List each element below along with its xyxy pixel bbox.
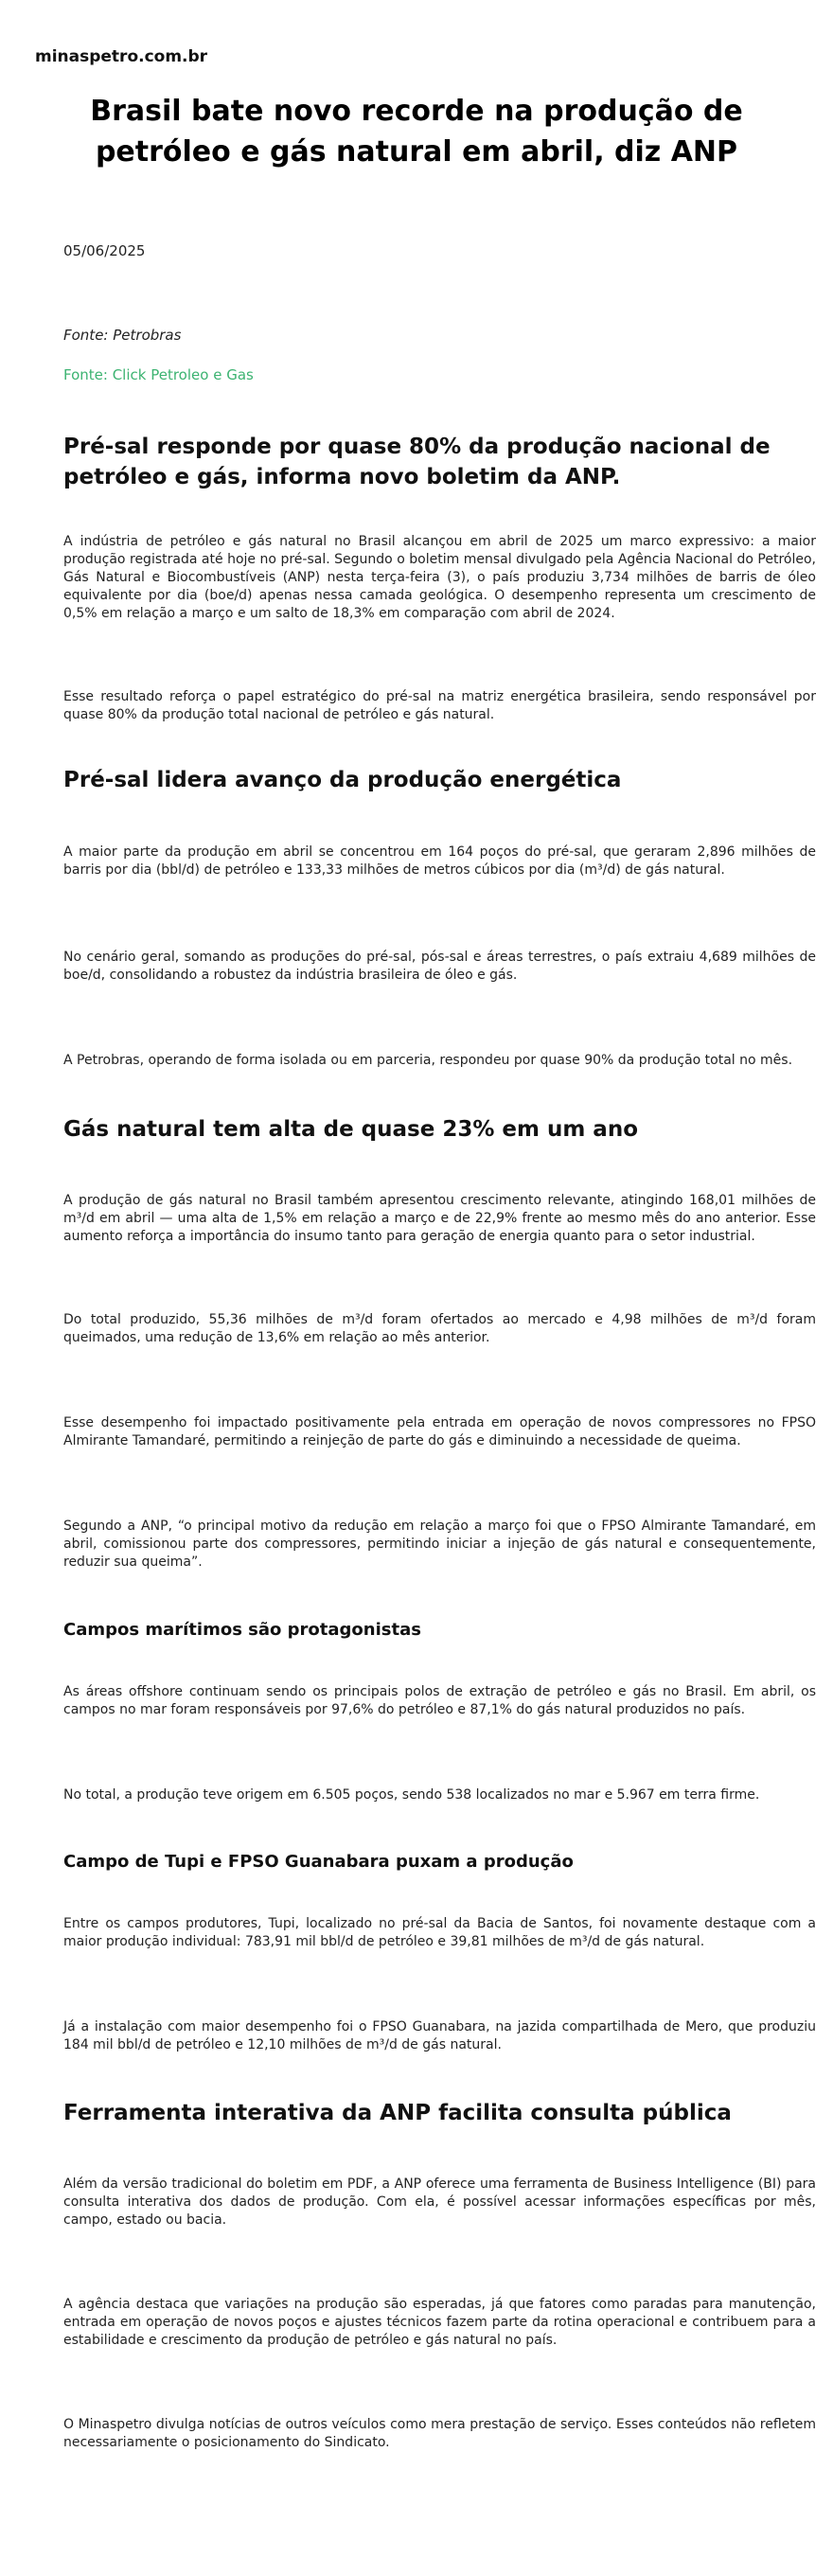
- paragraph: A Petrobras, operando de forma isolada ou em parceria, respondeu por quase 90% da produção total no mês.: [63, 1053, 793, 1068]
- section-heading-tupi: Campo de Tupi e FPSO Guanabara puxam a produção: [63, 1852, 574, 1872]
- paragraph: Esse desempenho foi impactado positivamente pela entrada em operação de novos compressores no FPSO Almirante Tamandaré, permitindo a reinjeção de parte do gás e diminuindo a necessidade de queima.: [63, 1415, 816, 1448]
- paragraph: No cenário geral, somando as produções do pré-sal, pós-sal e áreas terrestres, o país extraiu 4,689 milhões de boe/d, consolidando a robustez da indústria brasileira de óleo e gás.: [63, 950, 816, 983]
- section-heading-gas: Gás natural tem alta de quase 23% em um ano: [63, 1117, 639, 1142]
- section-heading-presal: Pré-sal lidera avanço da produção energética: [63, 768, 622, 792]
- paragraph: A agência destaca que variações na produção são esperadas, já que fatores como paradas para manutenção, entrada em operação de novos poços e ajustes técnicos fazem parte da rotina operacional e contribuem para a estabilidade e crescimento da produção de petróleo e gás natural no país.: [63, 2297, 816, 2348]
- paragraph: Esse resultado reforça o papel estratégico do pré-sal na matriz energética brasileira, sendo responsável por quase 80% da produção total nacional de petróleo e gás natural.: [63, 689, 816, 722]
- paragraph: A indústria de petróleo e gás natural no Brasil alcançou em abril de 2025 um marco expressivo: a maior produção registrada até hoje no pré-sal. Segundo o boletim mensal divulgado pela Agência Nacional do Petróleo, Gás Natural e Biocombustíveis (ANP) nesta terça-feira (3), o país produziu 3,734 milhões de barris de óleo equivalente por dia (boe/d) apenas nessa camada geológica. O desempenho representa um crescimento de 0,5% em relação a março e um salto de 18,3% em comparação com abril de 2024.: [63, 534, 816, 621]
- article-headline: Brasil bate novo recorde na produção de petróleo e gás natural em abril, diz ANP: [90, 95, 743, 169]
- paragraph: A produção de gás natural no Brasil também apresentou crescimento relevante, atingindo 168,01 milhões de m³/d em abril — uma alta de 1,5% em relação a março e de 22,9% frente ao mesmo mês do ano anterior. Esse aumento reforça a importância do insumo tanto para geração de energia quanto para o setor industrial.: [63, 1193, 816, 1244]
- site-domain: minaspetro.com.br: [35, 47, 208, 66]
- image-source-credit: Fonte: Petrobras: [63, 327, 182, 344]
- paragraph: A maior parte da produção em abril se concentrou em 164 poços do pré-sal, que geraram 2,896 milhões de barris por dia (bbl/d) de petróleo e 133,33 milhões de metros cúbicos por dia (m³/d) de gás natural.: [63, 844, 816, 878]
- paragraph: As áreas offshore continuam sendo os principais polos de extração de petróleo e gás no Brasil. Em abril, os campos no mar foram responsáveis por 97,6% do petróleo e 87,1% do gás natural produzidos no país.: [63, 1684, 816, 1717]
- paragraph: Já a instalação com maior desempenho foi o FPSO Guanabara, na jazida compartilhada de Mero, que produziu 184 mil bbl/d de petróleo e 12,10 milhões de m³/d de gás natural.: [63, 2019, 816, 2052]
- section-heading-ferramenta: Ferramenta interativa da ANP facilita consulta pública: [63, 2101, 732, 2125]
- paragraph: Segundo a ANP, “o principal motivo da redução em relação a março foi que o FPSO Almirante Tamandaré, em abril, comissionou parte dos compressores, permitindo iniciar a injeção de gás natural e consequentemente, reduzir sua queima”.: [63, 1519, 816, 1570]
- paragraph: Do total produzido, 55,36 milhões de m³/d foram ofertados ao mercado e 4,98 milhões de m³/d foram queimados, uma redução de 13,6% em relação ao mês anterior.: [63, 1312, 816, 1345]
- publish-date: 05/06/2025: [63, 242, 146, 259]
- section-heading-intro: Pré-sal responde por quase 80% da produção nacional de petróleo e gás, informa novo boletim da ANP.: [63, 435, 771, 489]
- paragraph: Entre os campos produtores, Tupi, localizado no pré-sal da Bacia de Santos, foi novamente destaque com a maior produção individual: 783,91 mil bbl/d de petróleo e 39,81 milhões de m³/d de gás natural.: [63, 1916, 816, 1949]
- paragraph: Além da versão tradicional do boletim em PDF, a ANP oferece uma ferramenta de Business Intelligence (BI) para consulta interativa dos dados de produção. Com ela, é possível acessar informações específicas por mês, campo, estado ou bacia.: [63, 2176, 816, 2228]
- section-heading-campos: Campos marítimos são protagonistas: [63, 1620, 421, 1640]
- disclaimer: O Minaspetro divulga notícias de outros veículos como mera prestação de serviço. Esses conteúdos não refletem necessariamente o posicionamento do Sindicato.: [63, 2417, 816, 2450]
- paragraph: No total, a produção teve origem em 6.505 poços, sendo 538 localizados no mar e 5.967 em terra firme.: [63, 1787, 760, 1803]
- source-link[interactable]: Fonte: Click Petroleo e Gas: [63, 366, 254, 383]
